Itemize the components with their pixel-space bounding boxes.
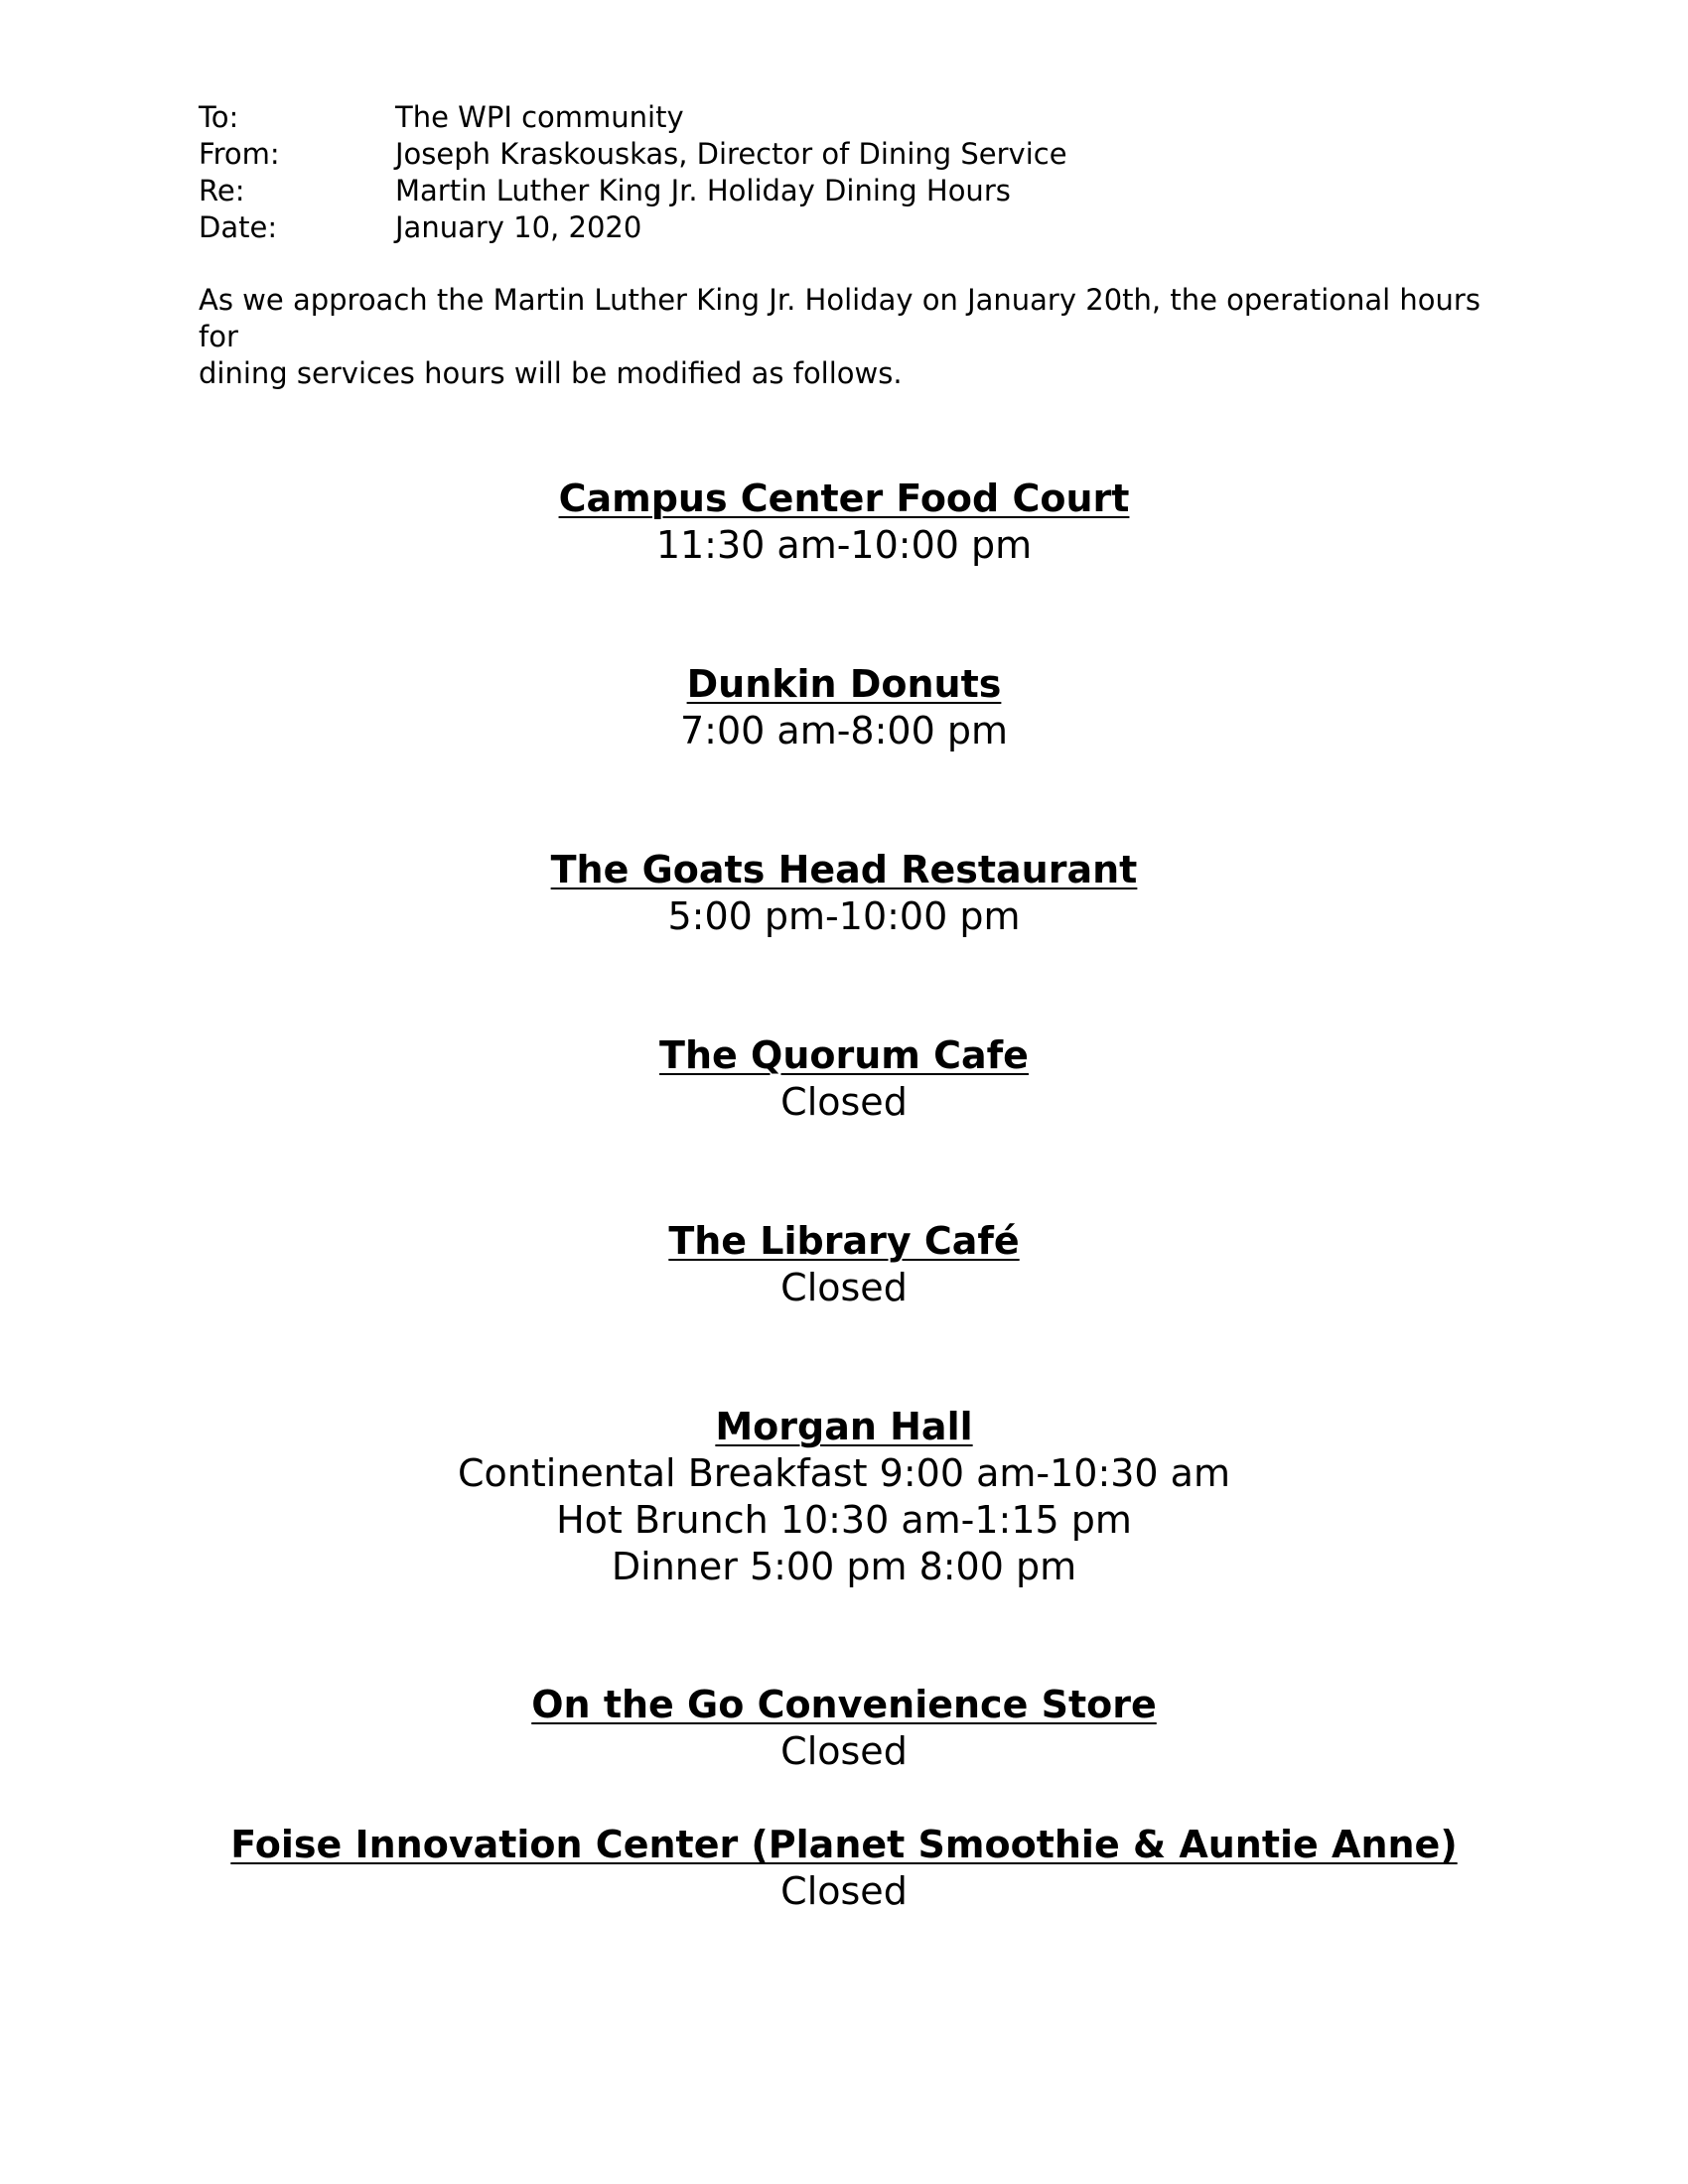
venue-name: The Goats Head Restaurant <box>550 848 1138 891</box>
venue-name: Campus Center Food Court <box>558 477 1130 520</box>
venue-hours: Closed <box>780 1869 908 1913</box>
memo-to-value: The WPI community <box>395 100 684 134</box>
venue-name: Dunkin Donuts <box>686 662 1002 706</box>
venue-name: Morgan Hall <box>715 1405 973 1448</box>
venue-hours: 7:00 am-8:00 pm <box>680 709 1008 752</box>
intro-line-2: dining services hours will be modified as follows. <box>199 356 903 390</box>
venue-hours: Closed <box>780 1080 908 1124</box>
memo-re-value: Martin Luther King Jr. Holiday Dining Hours <box>395 174 1011 207</box>
venue-campus-center-food-court <box>149 476 1539 569</box>
venue-morgan-hall <box>149 1404 1539 1590</box>
memo-date-value: January 10, 2020 <box>395 210 642 244</box>
memo-re-label: Re: <box>199 174 245 207</box>
memo-date-label: Date: <box>199 210 278 244</box>
venue-name: On the Go Convenience Store <box>531 1683 1157 1726</box>
venue-hours: Closed <box>780 1729 908 1773</box>
venue-name: The Library Café <box>668 1219 1020 1263</box>
venue-hours: 5:00 pm-10:00 pm <box>667 894 1021 938</box>
intro-line-1: As we approach the Martin Luther King Jr. Holiday on January 20th, the operational hours for <box>199 283 1480 353</box>
venue-hours-brunch: Hot Brunch 10:30 am-1:15 pm <box>556 1498 1132 1542</box>
venue-library-cafe <box>149 1218 1539 1311</box>
venue-on-the-go-store <box>149 1682 1539 1775</box>
memo-from-label: From: <box>199 137 280 171</box>
venue-hours-breakfast: Continental Breakfast 9:00 am-10:30 am <box>458 1451 1230 1495</box>
venue-name: The Quorum Cafe <box>659 1033 1029 1077</box>
venue-name: Foise Innovation Center (Planet Smoothie & Auntie Anne) <box>230 1823 1458 1866</box>
memo-to-label: To: <box>199 100 239 134</box>
venue-hours: Closed <box>780 1266 908 1309</box>
venue-dunkin-donuts <box>149 661 1539 754</box>
venue-quorum-cafe <box>149 1032 1539 1126</box>
venue-goats-head-restaurant <box>149 847 1539 940</box>
venue-hours: 11:30 am-10:00 pm <box>655 523 1033 567</box>
venue-hours-dinner: Dinner 5:00 pm 8:00 pm <box>611 1545 1077 1588</box>
memo-from-value: Joseph Kraskouskas, Director of Dining Service <box>395 137 1067 171</box>
venue-foise-innovation-center <box>149 1822 1539 1915</box>
